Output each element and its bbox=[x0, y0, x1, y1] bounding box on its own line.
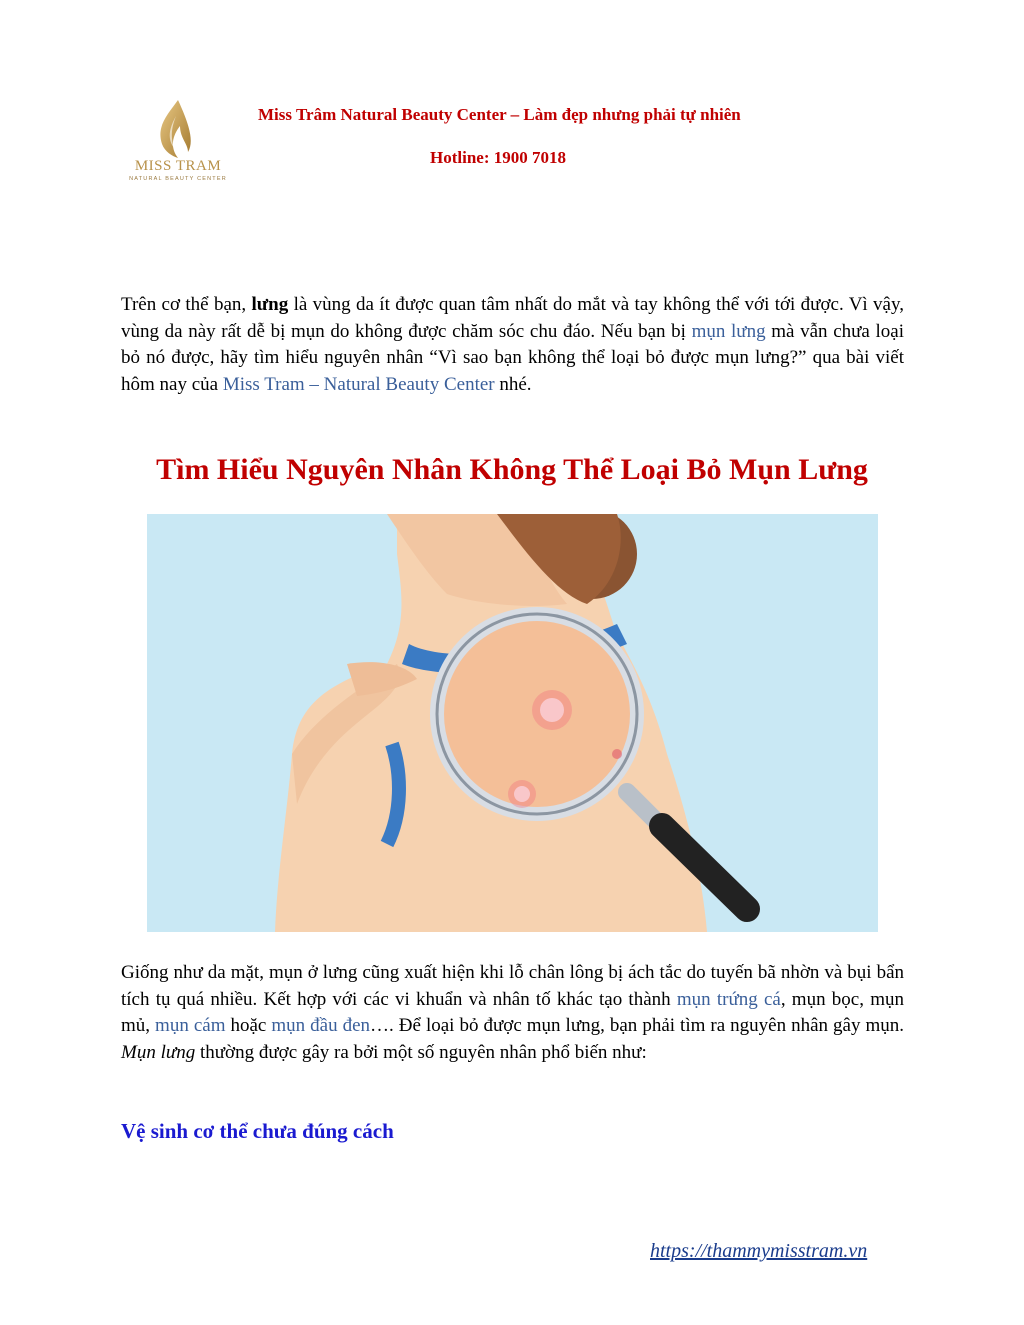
text: hoặc bbox=[225, 1015, 272, 1036]
footer-url-link[interactable]: https://thammymisstram.vn bbox=[650, 1240, 868, 1262]
text: Trên cơ thể bạn, bbox=[121, 294, 252, 315]
text: …. Để loại bỏ được mụn lưng, bạn phải tìm ra nguyên nhân gây mụn. bbox=[370, 1015, 904, 1036]
text: nhé. bbox=[494, 373, 532, 395]
logo-text: MISS TRAM bbox=[134, 158, 222, 174]
section-heading: Tìm Hiểu Nguyên Nhân Không Thể Loại Bỏ Mụn Lưng bbox=[156, 453, 868, 486]
text: thường được gây ra bởi một số nguyên nhân phổ biến như: bbox=[195, 1041, 647, 1063]
link-mun-trung-ca[interactable]: mụn trứng cá bbox=[676, 988, 781, 1010]
logo-subtext: NATURAL BEAUTY CENTER bbox=[129, 176, 227, 182]
link-mun-lung[interactable]: mụn lưng bbox=[691, 320, 766, 342]
header-title: Miss Trâm Natural Beauty Center – Làm đẹp nhưng phải tự nhiên bbox=[258, 105, 741, 124]
italic-keyword: Mụn lưng bbox=[121, 1041, 196, 1063]
link-mun-dau-den[interactable]: mụn đầu đen bbox=[271, 1015, 371, 1036]
link-miss-tram[interactable]: Miss Tram – Natural Beauty Center bbox=[222, 373, 495, 395]
text: là vùng da ít được quan tâm nhất do mắt và tay không thể với tới được. Vì vậy, vùng da này rất dễ bị mụn do không được chăm sóc chu đáo. Nếu bạn bị bbox=[121, 294, 905, 342]
intro-paragraph bbox=[121, 292, 904, 398]
back-acne-illustration bbox=[147, 514, 878, 932]
link-mun-cam[interactable]: mụn cám bbox=[155, 1015, 226, 1036]
text: Giống như da mặt, mụn ở lưng cũng xuất hiện khi lỗ chân lông bị ách tắc do tuyến bã nhờn và bụi bẩn tích tụ quá nhiều. Kết hợp với các vi khuẩn và nhân tố khác tạo thành bbox=[121, 962, 904, 1010]
subheading: Vệ sinh cơ thể chưa đúng cách bbox=[121, 1119, 394, 1143]
text: mà vẫn chưa loại bỏ nó được, hãy tìm hiểu nguyên nhân “Vì sao bạn không thể loại bỏ được mụn lưng?” qua bài viết hôm nay của bbox=[121, 320, 904, 395]
header-hotline: Hotline: 1900 7018 bbox=[430, 148, 566, 167]
text: , mụn bọc, mụn mủ, bbox=[121, 988, 904, 1036]
bold-keyword: lưng bbox=[251, 294, 289, 315]
body-paragraph bbox=[121, 960, 904, 1066]
